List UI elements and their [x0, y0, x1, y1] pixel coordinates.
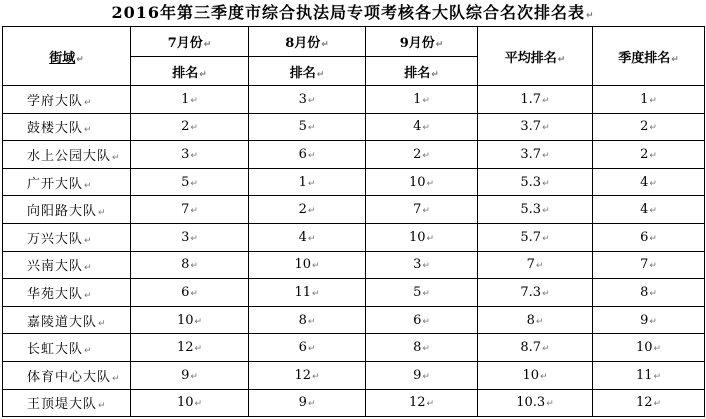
- cell-september-rank: [366, 279, 478, 307]
- paragraph-mark-icon: ↵: [649, 233, 657, 244]
- paragraph-mark-icon: ↵: [671, 54, 679, 65]
- paragraph-mark-icon: ↵: [194, 316, 203, 327]
- cell-quarter-rank: [593, 113, 705, 141]
- page-title: [0, 0, 706, 24]
- cell-september-rank-text: 7: [413, 202, 422, 218]
- cell-average-rank: [478, 141, 593, 169]
- header-september-rank: [366, 57, 478, 86]
- paragraph-mark-icon: ↵: [84, 235, 93, 246]
- paragraph-mark-icon: ↵: [649, 206, 657, 217]
- paragraph-mark-icon: ↵: [435, 40, 444, 50]
- cell-july-rank-text: 9: [181, 367, 190, 383]
- paragraph-mark-icon: ↵: [203, 40, 212, 50]
- cell-quarter-rank-text: 4: [640, 174, 649, 190]
- cell-quarter-rank-text: 10: [635, 340, 653, 356]
- cell-august-rank-text: 10: [294, 257, 311, 273]
- header-rank-label: 排名: [289, 65, 316, 81]
- paragraph-mark-icon: ↵: [190, 371, 198, 382]
- cell-september-rank-text: 3: [413, 257, 422, 273]
- cell-august-rank: [249, 223, 366, 251]
- header-rank-label: 排名: [172, 65, 199, 81]
- cell-unit-name: [3, 361, 131, 389]
- paragraph-mark-icon: ↵: [542, 150, 550, 161]
- cell-average-rank-text: 10: [522, 367, 539, 383]
- paragraph-mark-icon: ↵: [649, 123, 657, 134]
- cell-august-rank: [249, 251, 366, 279]
- table-row: [3, 223, 705, 251]
- cell-unit-name: [3, 251, 131, 279]
- cell-august-rank-text: 5: [298, 119, 307, 135]
- table-row: [3, 389, 705, 417]
- paragraph-mark-icon: ↵: [542, 95, 550, 106]
- cell-september-rank: [366, 306, 478, 334]
- cell-quarter-rank-text: 2: [640, 146, 649, 162]
- cell-average-rank: [478, 361, 593, 389]
- paragraph-mark-icon: ↵: [535, 261, 544, 272]
- table-row: [3, 168, 705, 196]
- cell-unit-name-text: 水上公园大队: [27, 148, 112, 164]
- paragraph-mark-icon: ↵: [426, 399, 435, 410]
- paragraph-mark-icon: ↵: [199, 69, 207, 80]
- paragraph-mark-icon: ↵: [307, 233, 316, 244]
- ranking-table: [2, 26, 705, 417]
- cell-august-rank: [249, 361, 366, 389]
- paragraph-mark-icon: ↵: [190, 261, 198, 272]
- cell-quarter-rank: [593, 223, 705, 251]
- cell-unit-name: [3, 113, 131, 141]
- paragraph-mark-icon: ↵: [98, 208, 107, 219]
- paragraph-mark-icon: ↵: [307, 206, 316, 217]
- cell-august-rank-text: 8: [298, 312, 307, 328]
- cell-september-rank-text: 8: [413, 340, 422, 356]
- cell-average-rank: [478, 223, 593, 251]
- cell-july-rank: [131, 361, 249, 389]
- paragraph-mark-icon: ↵: [112, 152, 121, 163]
- cell-august-rank-text: 6: [298, 340, 307, 356]
- paragraph-mark-icon: ↵: [84, 97, 93, 108]
- cell-july-rank-text: 7: [181, 202, 190, 218]
- cell-unit-name-text: 广开大队: [27, 176, 84, 192]
- paragraph-mark-icon: ↵: [653, 371, 662, 382]
- paragraph-mark-icon: ↵: [312, 288, 320, 299]
- paragraph-mark-icon: ↵: [422, 288, 430, 299]
- cell-september-rank-text: 12: [408, 395, 426, 411]
- cell-unit-name-text: 学府大队: [27, 93, 84, 109]
- paragraph-mark-icon: ↵: [307, 344, 316, 355]
- cell-quarter-rank: [593, 334, 705, 362]
- paragraph-mark-icon: ↵: [542, 233, 550, 244]
- cell-unit-name-text: 万兴大队: [27, 231, 84, 247]
- cell-average-rank: [478, 334, 593, 362]
- paragraph-mark-icon: ↵: [190, 123, 198, 134]
- cell-july-rank-text: 3: [181, 146, 190, 162]
- cell-average-rank: [478, 196, 593, 224]
- cell-july-rank: [131, 306, 249, 334]
- paragraph-mark-icon: ↵: [649, 150, 657, 161]
- table-row: [3, 196, 705, 224]
- cell-quarter-rank-text: 6: [640, 229, 649, 245]
- cell-august-rank: [249, 86, 366, 114]
- paragraph-mark-icon: ↵: [312, 371, 320, 382]
- paragraph-mark-icon: ↵: [190, 95, 198, 106]
- cell-average-rank-text: 5.7: [520, 229, 542, 245]
- paragraph-mark-icon: ↵: [307, 316, 316, 327]
- header-july: [131, 27, 249, 57]
- cell-july-rank: [131, 141, 249, 169]
- cell-quarter-rank-text: 1: [640, 91, 649, 107]
- cell-september-rank: [366, 361, 478, 389]
- cell-august-rank: [249, 196, 366, 224]
- cell-september-rank: [366, 141, 478, 169]
- header-august-label: 8月份: [285, 36, 321, 51]
- cell-quarter-rank-text: 11: [635, 367, 653, 383]
- cell-september-rank-text: 2: [413, 146, 422, 162]
- cell-july-rank: [131, 334, 249, 362]
- paragraph-mark-icon: ↵: [540, 371, 548, 382]
- paragraph-mark-icon: ↵: [649, 95, 657, 106]
- header-average-label: 平均排名: [504, 50, 557, 66]
- header-district-label: 街域: [49, 50, 76, 66]
- paragraph-mark-icon: ↵: [653, 399, 662, 410]
- header-september: [366, 27, 478, 57]
- paragraph-mark-icon: ↵: [653, 344, 662, 355]
- table-row: [3, 306, 705, 334]
- cell-july-rank: [131, 251, 249, 279]
- cell-average-rank-text: 5.3: [520, 202, 542, 218]
- cell-average-rank-text: 7.3: [520, 284, 542, 300]
- paragraph-mark-icon: ↵: [546, 399, 554, 410]
- cell-august-rank: [249, 389, 366, 417]
- cell-september-rank: [366, 223, 478, 251]
- paragraph-mark-icon: ↵: [312, 261, 320, 272]
- cell-july-rank: [131, 86, 249, 114]
- cell-september-rank: [366, 334, 478, 362]
- table-row: [3, 279, 705, 307]
- header-september-label: 9月份: [399, 36, 435, 51]
- cell-july-rank: [131, 223, 249, 251]
- paragraph-mark-icon: ↵: [557, 54, 566, 65]
- paragraph-mark-icon: ↵: [535, 316, 544, 327]
- table-row: [3, 86, 705, 114]
- cell-unit-name: [3, 389, 131, 417]
- cell-quarter-rank-text: 9: [640, 312, 649, 328]
- paragraph-mark-icon: ↵: [422, 371, 430, 382]
- cell-september-rank-text: 10: [408, 174, 426, 190]
- paragraph-mark-icon: ↵: [112, 373, 121, 384]
- cell-quarter-rank: [593, 86, 705, 114]
- cell-unit-name: [3, 334, 131, 362]
- cell-quarter-rank-text: 2: [640, 119, 649, 135]
- cell-august-rank-text: 9: [298, 395, 307, 411]
- paragraph-mark-icon: ↵: [422, 344, 430, 355]
- table-row: [3, 251, 705, 279]
- cell-quarter-rank: [593, 251, 705, 279]
- paragraph-mark-icon: ↵: [98, 318, 107, 329]
- cell-july-rank-text: 10: [176, 395, 194, 411]
- cell-quarter-rank-text: 8: [640, 284, 649, 300]
- paragraph-mark-icon: ↵: [307, 95, 316, 106]
- paragraph-mark-icon: ↵: [542, 344, 550, 355]
- cell-july-rank-text: 3: [181, 229, 190, 245]
- cell-july-rank-text: 8: [181, 257, 190, 273]
- cell-august-rank: [249, 113, 366, 141]
- cell-average-rank-text: 3.7: [520, 119, 542, 135]
- cell-july-rank-text: 5: [181, 174, 190, 190]
- cell-unit-name: [3, 223, 131, 251]
- paragraph-mark-icon: ↵: [542, 206, 550, 217]
- header-quarter: [593, 27, 705, 86]
- cell-average-rank: [478, 251, 593, 279]
- cell-unit-name-text: 鼓楼大队: [27, 121, 84, 137]
- cell-july-rank-text: 10: [176, 312, 194, 328]
- cell-september-rank-text: 10: [408, 229, 426, 245]
- paragraph-mark-icon: ↵: [84, 125, 93, 136]
- cell-unit-name-text: 嘉陵道大队: [27, 314, 98, 330]
- cell-average-rank-text: 1.7: [520, 91, 542, 107]
- paragraph-mark-icon: ↵: [190, 150, 198, 161]
- cell-unit-name: [3, 168, 131, 196]
- paragraph-mark-icon: ↵: [649, 316, 657, 327]
- cell-average-rank: [478, 86, 593, 114]
- paragraph-mark-icon: ↵: [586, 11, 595, 21]
- paragraph-mark-icon: ↵: [422, 316, 430, 327]
- cell-august-rank-text: 1: [298, 174, 307, 190]
- paragraph-mark-icon: ↵: [190, 233, 198, 244]
- paragraph-mark-icon: ↵: [84, 263, 93, 274]
- cell-september-rank: [366, 251, 478, 279]
- cell-quarter-rank-text: 12: [635, 395, 653, 411]
- table-body: [3, 86, 705, 417]
- cell-july-rank: [131, 168, 249, 196]
- cell-august-rank-text: 6: [298, 146, 307, 162]
- cell-average-rank-text: 10.3: [516, 395, 546, 411]
- paragraph-mark-icon: ↵: [307, 178, 316, 189]
- paragraph-mark-icon: ↵: [542, 288, 550, 299]
- cell-september-rank: [366, 196, 478, 224]
- cell-august-rank-text: 12: [294, 367, 311, 383]
- paragraph-mark-icon: ↵: [307, 123, 316, 134]
- cell-august-rank: [249, 306, 366, 334]
- header-july-label: 7月份: [167, 36, 203, 51]
- cell-august-rank: [249, 334, 366, 362]
- cell-average-rank: [478, 306, 593, 334]
- cell-july-rank: [131, 279, 249, 307]
- cell-july-rank-text: 2: [181, 119, 190, 135]
- paragraph-mark-icon: ↵: [84, 180, 93, 191]
- cell-august-rank-text: 2: [298, 202, 307, 218]
- cell-quarter-rank-text: 7: [640, 257, 649, 273]
- paragraph-mark-icon: ↵: [542, 178, 550, 189]
- cell-september-rank-text: 4: [413, 119, 422, 135]
- paragraph-mark-icon: ↵: [190, 288, 198, 299]
- cell-july-rank-text: 1: [181, 91, 190, 107]
- cell-average-rank: [478, 113, 593, 141]
- cell-august-rank-text: 4: [298, 229, 307, 245]
- cell-unit-name-text: 华苑大队: [27, 286, 84, 302]
- header-district: [3, 27, 131, 86]
- cell-quarter-rank: [593, 168, 705, 196]
- cell-september-rank-text: 6: [413, 312, 422, 328]
- cell-august-rank: [249, 279, 366, 307]
- paragraph-mark-icon: ↵: [649, 261, 657, 272]
- cell-average-rank-text: 8.7: [520, 340, 542, 356]
- header-quarter-label: 季度排名: [618, 50, 671, 66]
- cell-average-rank-text: 7: [526, 257, 535, 273]
- table-row: [3, 334, 705, 362]
- cell-july-rank-text: 6: [181, 284, 190, 300]
- paragraph-mark-icon: ↵: [98, 401, 107, 412]
- paragraph-mark-icon: ↵: [422, 123, 430, 134]
- cell-unit-name: [3, 141, 131, 169]
- cell-average-rank-text: 8: [526, 312, 535, 328]
- cell-august-rank: [249, 141, 366, 169]
- paragraph-mark-icon: ↵: [316, 69, 325, 80]
- paragraph-mark-icon: ↵: [422, 261, 430, 272]
- cell-quarter-rank: [593, 306, 705, 334]
- paragraph-mark-icon: ↵: [649, 178, 657, 189]
- cell-average-rank: [478, 389, 593, 417]
- cell-july-rank: [131, 113, 249, 141]
- paragraph-mark-icon: ↵: [431, 69, 439, 80]
- cell-quarter-rank: [593, 361, 705, 389]
- paragraph-mark-icon: ↵: [84, 346, 93, 357]
- paragraph-mark-icon: ↵: [422, 95, 430, 106]
- paragraph-mark-icon: ↵: [542, 123, 550, 134]
- paragraph-mark-icon: ↵: [194, 344, 203, 355]
- cell-unit-name: [3, 196, 131, 224]
- cell-july-rank-text: 12: [176, 340, 194, 356]
- paragraph-mark-icon: ↵: [426, 178, 435, 189]
- paragraph-mark-icon: ↵: [422, 206, 430, 217]
- cell-july-rank: [131, 389, 249, 417]
- cell-unit-name-text: 向阳路大队: [27, 204, 98, 220]
- paragraph-mark-icon: ↵: [307, 150, 316, 161]
- cell-quarter-rank-text: 4: [640, 202, 649, 218]
- title-text: 2016年第三季度市综合执法局专项考核各大队综合名次排名表: [111, 3, 585, 22]
- cell-unit-name-text: 体育中心大队: [27, 369, 112, 385]
- paragraph-mark-icon: ↵: [307, 399, 316, 410]
- paragraph-mark-icon: ↵: [422, 150, 430, 161]
- cell-unit-name-text: 王顶堤大队: [27, 397, 98, 413]
- cell-average-rank: [478, 279, 593, 307]
- cell-average-rank-text: 3.7: [520, 146, 542, 162]
- table-row: [3, 113, 705, 141]
- cell-unit-name-text: 长虹大队: [27, 342, 84, 358]
- cell-quarter-rank: [593, 196, 705, 224]
- cell-september-rank: [366, 389, 478, 417]
- cell-average-rank: [478, 168, 593, 196]
- cell-quarter-rank: [593, 389, 705, 417]
- cell-unit-name: [3, 279, 131, 307]
- paragraph-mark-icon: ↵: [321, 40, 329, 50]
- table-row: [3, 361, 705, 389]
- cell-august-rank: [249, 168, 366, 196]
- cell-september-rank: [366, 168, 478, 196]
- cell-july-rank: [131, 196, 249, 224]
- cell-september-rank-text: 9: [413, 367, 422, 383]
- cell-september-rank-text: 5: [413, 284, 422, 300]
- paragraph-mark-icon: ↵: [84, 290, 93, 301]
- cell-september-rank-text: 1: [413, 91, 422, 107]
- paragraph-mark-icon: ↵: [194, 399, 203, 410]
- header-july-rank: [131, 57, 249, 86]
- cell-september-rank: [366, 113, 478, 141]
- cell-august-rank-text: 3: [298, 91, 307, 107]
- paragraph-mark-icon: ↵: [426, 233, 435, 244]
- paragraph-mark-icon: ↵: [190, 178, 198, 189]
- cell-unit-name: [3, 306, 131, 334]
- cell-august-rank-text: 11: [294, 284, 311, 300]
- cell-average-rank-text: 5.3: [520, 174, 542, 190]
- header-august: [249, 27, 366, 57]
- paragraph-mark-icon: ↵: [190, 206, 198, 217]
- cell-quarter-rank: [593, 279, 705, 307]
- cell-unit-name: [3, 86, 131, 114]
- table-row: [3, 141, 705, 169]
- cell-september-rank: [366, 86, 478, 114]
- header-august-rank: [249, 57, 366, 86]
- header-average: [478, 27, 593, 86]
- paragraph-mark-icon: ↵: [76, 54, 84, 65]
- cell-quarter-rank: [593, 141, 705, 169]
- header-rank-label: 排名: [404, 65, 431, 81]
- paragraph-mark-icon: ↵: [649, 288, 657, 299]
- cell-unit-name-text: 兴南大队: [27, 259, 84, 275]
